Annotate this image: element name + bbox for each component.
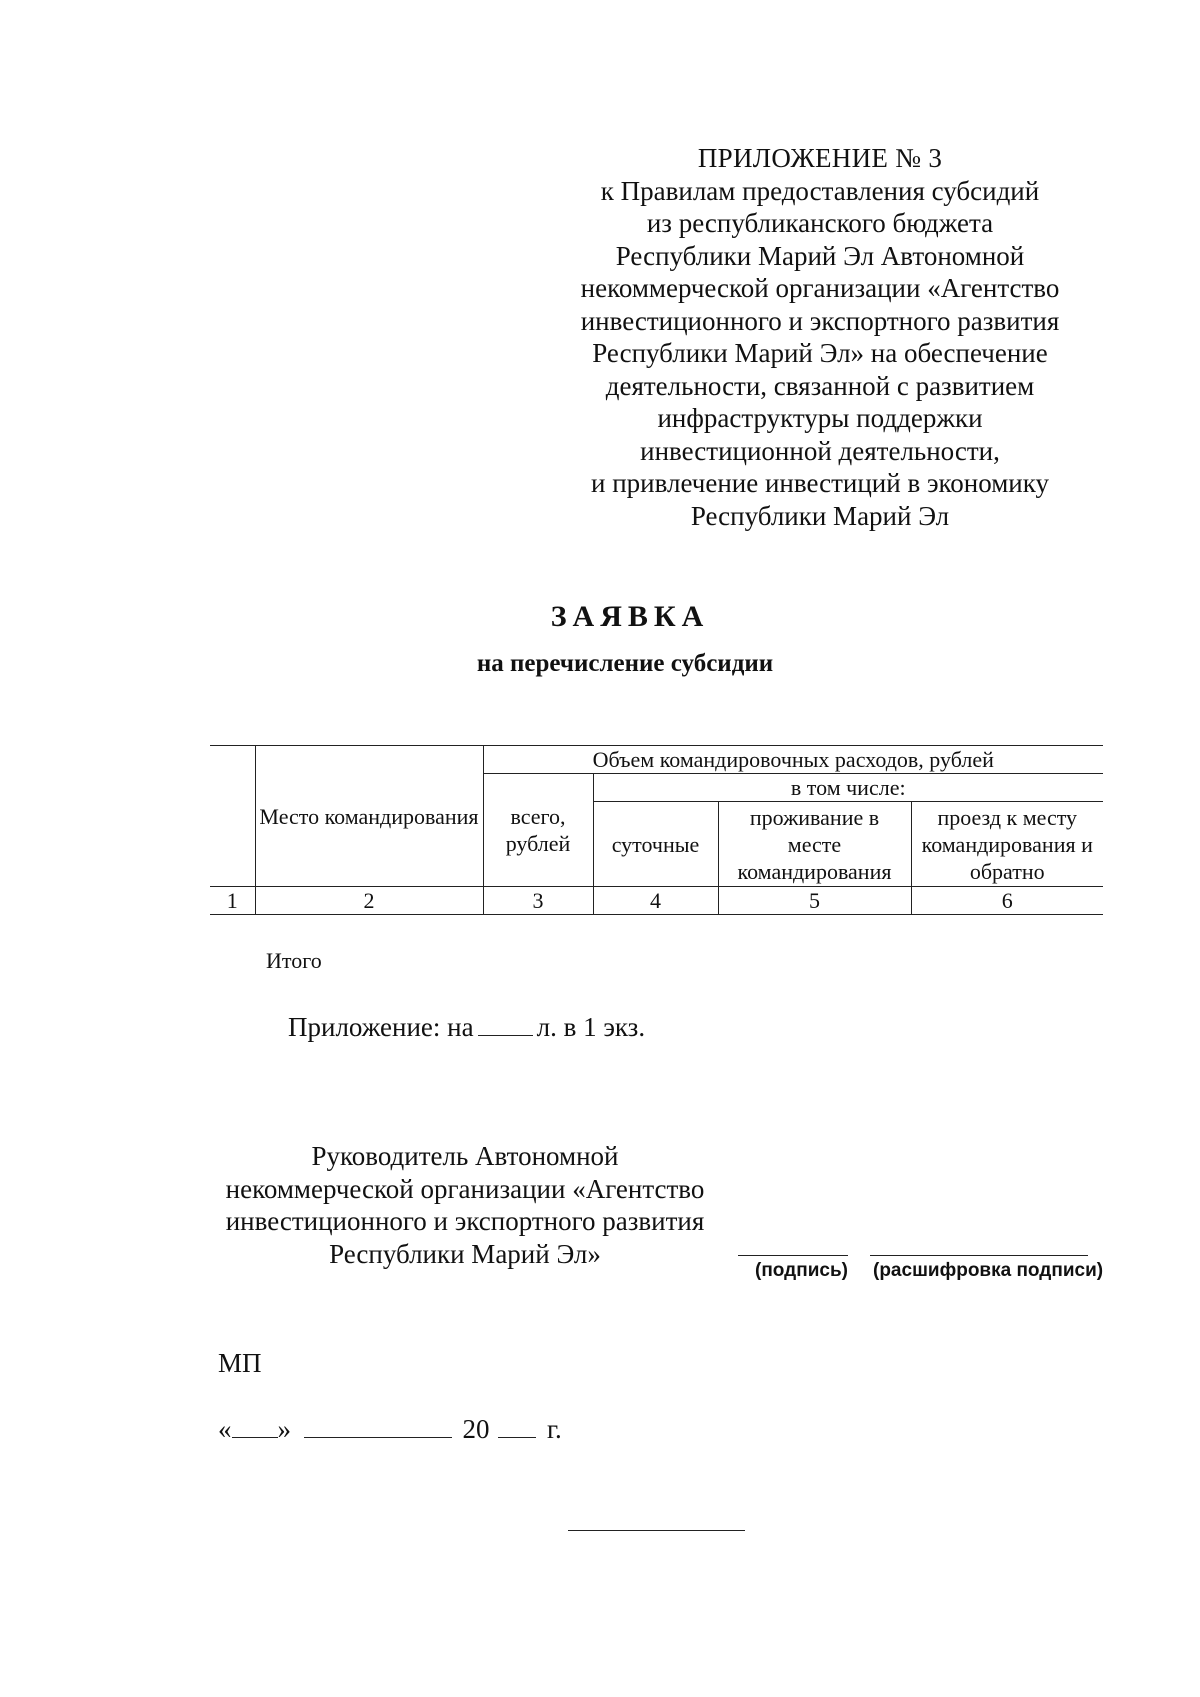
date-close-quote: » <box>277 1414 291 1444</box>
table-header-lodging: проживание в месте командирования <box>718 802 911 887</box>
appendix-line: инвестиционного и экспортного развития <box>580 305 1060 336</box>
table-header-number <box>210 746 255 887</box>
date-year-suffix: г. <box>547 1414 562 1444</box>
appendix-line: к Правилам предоставления субсидий <box>600 175 1040 206</box>
date-line <box>218 1413 562 1445</box>
total-label: Итого <box>266 948 322 973</box>
table-row <box>210 887 1103 915</box>
attachment-prefix: Приложение: на <box>288 1012 474 1042</box>
date-year-blank <box>498 1413 536 1438</box>
table-cell: 4 <box>593 887 718 915</box>
document-subtitle: на перечисление субсидии <box>476 650 774 677</box>
attachment-suffix: л. в 1 экз. <box>536 1012 646 1042</box>
table-header-expenses: Объем командировочных расходов, рублей <box>483 746 1103 774</box>
appendix-number: ПРИЛОЖЕНИЕ № 3 <box>697 143 943 173</box>
table-cell: 5 <box>718 887 911 915</box>
expenses-table <box>210 745 1103 915</box>
table-cell: 3 <box>483 887 593 915</box>
appendix-line: Республики Марий Эл» на обеспечение <box>592 338 1048 368</box>
date-year-prefix: 20 <box>462 1414 490 1444</box>
date-open-quote: « <box>218 1414 232 1444</box>
signer-line: Руководитель Автономной <box>311 1141 619 1171</box>
date-day-blank <box>232 1413 278 1438</box>
appendix-line: инфраструктуры поддержки <box>657 403 983 433</box>
appendix-line: деятельности, связанной с развитием <box>605 370 1035 401</box>
appendix-line: и привлечение инвестиций в экономику <box>591 468 1049 498</box>
table-cell: 1 <box>210 887 255 915</box>
appendix-line: Республики Марий Эл Автономной <box>615 240 1025 271</box>
footer-line <box>568 1530 745 1531</box>
signature-line <box>738 1255 848 1256</box>
sheet-count-blank <box>478 1013 533 1036</box>
signature-decoding-line <box>870 1255 1088 1256</box>
table-header-including: в том числе: <box>593 774 1103 802</box>
appendix-header <box>560 142 1080 532</box>
table-header-travel: проезд к месту командирования и обратно <box>911 802 1103 887</box>
table-cell: 6 <box>911 887 1103 915</box>
table-header-total: всего, рублей <box>483 774 593 887</box>
table-header-daily: суточные <box>593 802 718 887</box>
appendix-line: Республики Марий Эл <box>690 500 950 531</box>
signer-line: Республики Марий Эл» <box>329 1238 601 1269</box>
document-title: ЗАЯВКА <box>550 600 710 633</box>
signer-title <box>200 1140 730 1270</box>
appendix-line: некоммерческой организации «Агентство <box>580 273 1060 303</box>
table-cell: 2 <box>255 887 483 915</box>
signer-line: инвестиционного и экспортного развития <box>225 1206 705 1236</box>
signature-decoding-caption: (расшифровка подписи) <box>873 1260 1104 1281</box>
appendix-line: из республиканского бюджета <box>646 208 994 238</box>
signer-line: некоммерческой организации «Агентство <box>225 1173 705 1204</box>
attachment-line <box>288 1012 645 1043</box>
date-month-blank <box>304 1413 452 1438</box>
stamp-label: МП <box>218 1348 262 1378</box>
table-header-place: Место командирования <box>255 746 483 887</box>
appendix-line: инвестиционной деятельности, <box>640 435 1000 466</box>
signature-caption: (подпись) <box>755 1260 848 1281</box>
